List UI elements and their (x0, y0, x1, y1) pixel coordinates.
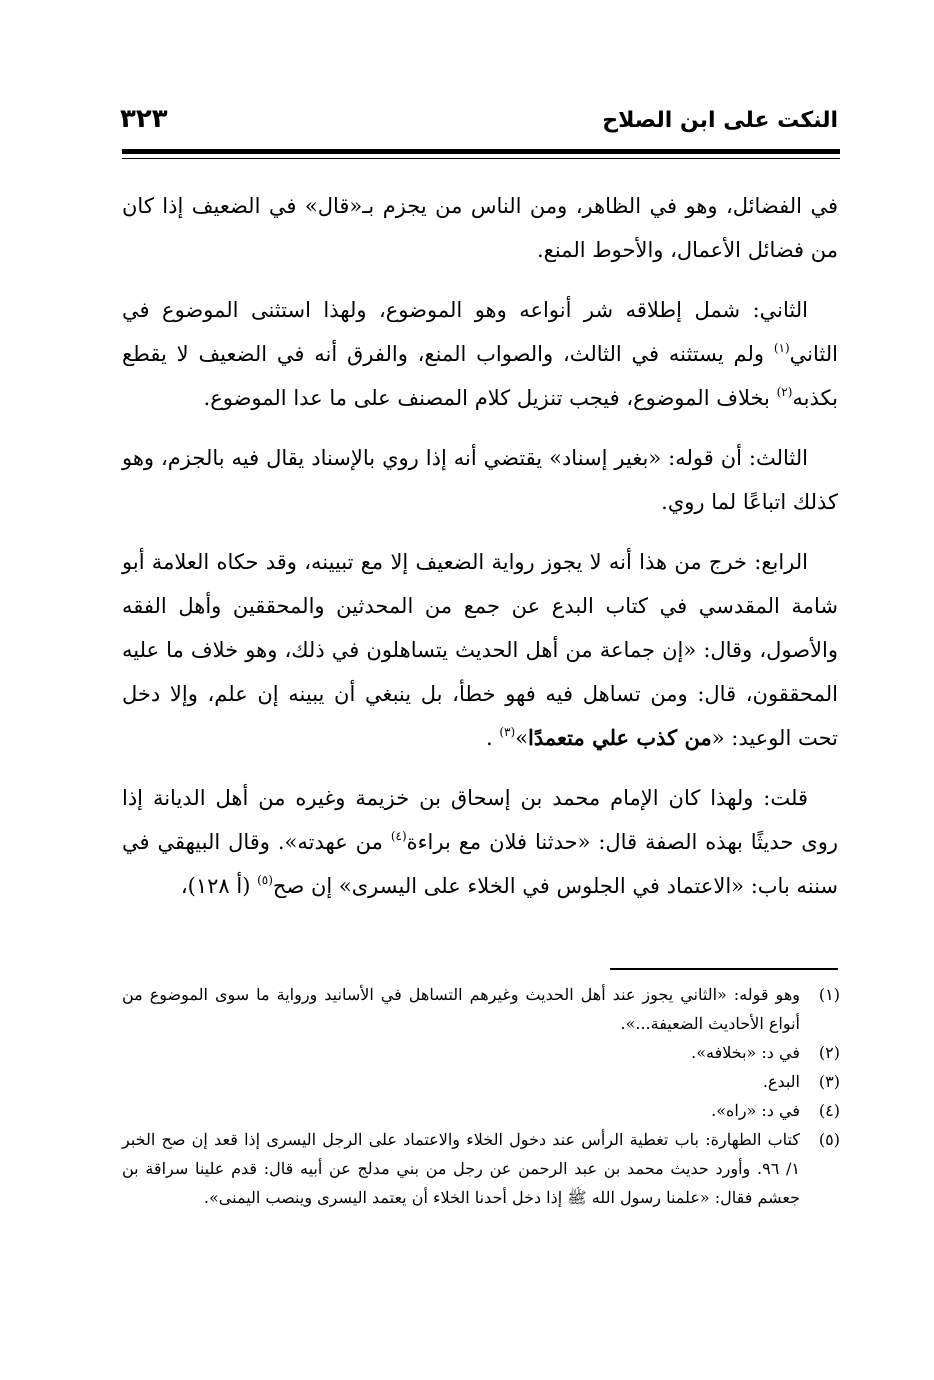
footnote-text: كتاب الطهارة: باب تغطية الرأس عند دخول الخلاء والاعتماد على الرجل اليسرى إذا قعد إن صح الخبر ١/ ٩٦. وأورد حديث محمد بن عبد الرحمن عن رجل من بني مدلج عن أبيه قال: قدم علينا سراقة بن جعشم فقال: «علمنا رسول الله ﷺ إذا دخل أحدنا الخلاء أن يعتمد اليسرى وينصب اليمنى». (122, 1130, 800, 1207)
main-text (122, 184, 838, 924)
paragraph-5-text-a: قلت: ولهذا كان الإمام محمد بن إسحاق بن خزيمة وغيره من أهل الديانة إذا روى حديثًا بهذه الصفة قال: «حدثنا فلان مع براءة (122, 786, 839, 854)
footnote-1 (122, 980, 840, 1038)
paragraph-4-text-b: » (515, 726, 529, 750)
footnote-text: في د: «بخلافه». (691, 1043, 800, 1062)
footnote-marker-3: (٣) (499, 725, 516, 739)
footnote-marker-2: (٢) (776, 385, 793, 399)
footnote-3 (122, 1067, 840, 1096)
paragraph-4-text-c: . (486, 726, 500, 750)
footnote-text: في د: «راه». (711, 1101, 800, 1120)
footnote-number: (٤) (818, 1101, 840, 1120)
paragraph-2-text-b: ولم يستثنه في الثالث، والصواب المنع، والفرق أنه في الضعيف لا يقطع بكذبه (122, 342, 838, 410)
footnote-2 (122, 1038, 840, 1067)
footnote-separator (610, 968, 838, 970)
hadith-quote: من كذب علي متعمدًا (528, 725, 712, 750)
header-rule-thick (122, 149, 840, 154)
footnote-text: وهو قوله: «الثاني يجوز عند أهل الحديث وغيرهم التساهل في الأسانيد ورواية ما سوى الموضوع من أنواع الأحاديث الضعيفة...». (122, 985, 800, 1033)
paragraph-5-text-c: (أ ١٢٨)، (180, 874, 258, 898)
paragraph-4 (122, 540, 838, 760)
running-title: النكت على ابن الصلاح (602, 108, 838, 133)
footnote-5 (122, 1125, 840, 1212)
paragraph-2 (122, 288, 838, 420)
paragraph-3: الثالث: أن قوله: «بغير إسناد» يقتضي أنه إذا روي بالإسناد يقال فيه بالجزم، وهو كذلك اتباعًا لما روي. (122, 446, 838, 514)
paragraph-2-text-a: الثاني: شمل إطلاقه شر أنواعه وهو الموضوع، ولهذا استثنى الموضوع في الثاني (122, 298, 838, 366)
footnote-marker-1: (١) (773, 341, 790, 355)
paragraph-2-text-c: بخلاف الموضوع، فيجب تنزيل كلام المصنف على ما عدا الموضوع. (203, 386, 777, 410)
footnote-4 (122, 1096, 840, 1125)
footnote-marker-4: (٤) (390, 829, 407, 843)
footnotes (122, 980, 840, 1212)
paragraph-4-text-a: الرابع: خرج من هذا أنه لا يجوز رواية الضعيف إلا مع تبيينه، وقد حكاه العلامة أبو شامة المقدسي في كتاب البدع عن جمع من المحدثين والمحققين وأهل الفقه والأصول، وقال: «إن جماعة من أهل الحديث يتساهلون في ذلك، وهو خلاف ما عليه المحققون، قال: ومن تساهل فيه فهو خطأ، بل ينبغي أن يبينه إن علم، وإلا دخل تحت الوعيد: « (122, 550, 838, 750)
footnote-number: (٣) (818, 1072, 840, 1091)
paragraph-5 (122, 776, 838, 908)
header-rule-thin (122, 158, 840, 159)
footnote-number: (٢) (818, 1043, 840, 1062)
footnote-text: البدع. (762, 1072, 800, 1091)
footnote-number: (١) (818, 985, 840, 1004)
page-header (120, 104, 838, 144)
paragraph-5-text-b: من عهدته». وقال البيهقي في سننه باب: «الاعتماد في الجلوس في الخلاء على اليسرى» إن صح (122, 830, 838, 898)
footnote-number: (٥) (818, 1130, 840, 1149)
page-number: ٣٢٣ (120, 104, 168, 134)
paragraph-1: في الفضائل، وهو في الظاهر، ومن الناس من يجزم بـ«قال» في الضعيف إذا كان من فضائل الأعمال، والأحوط المنع. (122, 194, 838, 262)
footnote-marker-5: (٥) (257, 873, 273, 887)
